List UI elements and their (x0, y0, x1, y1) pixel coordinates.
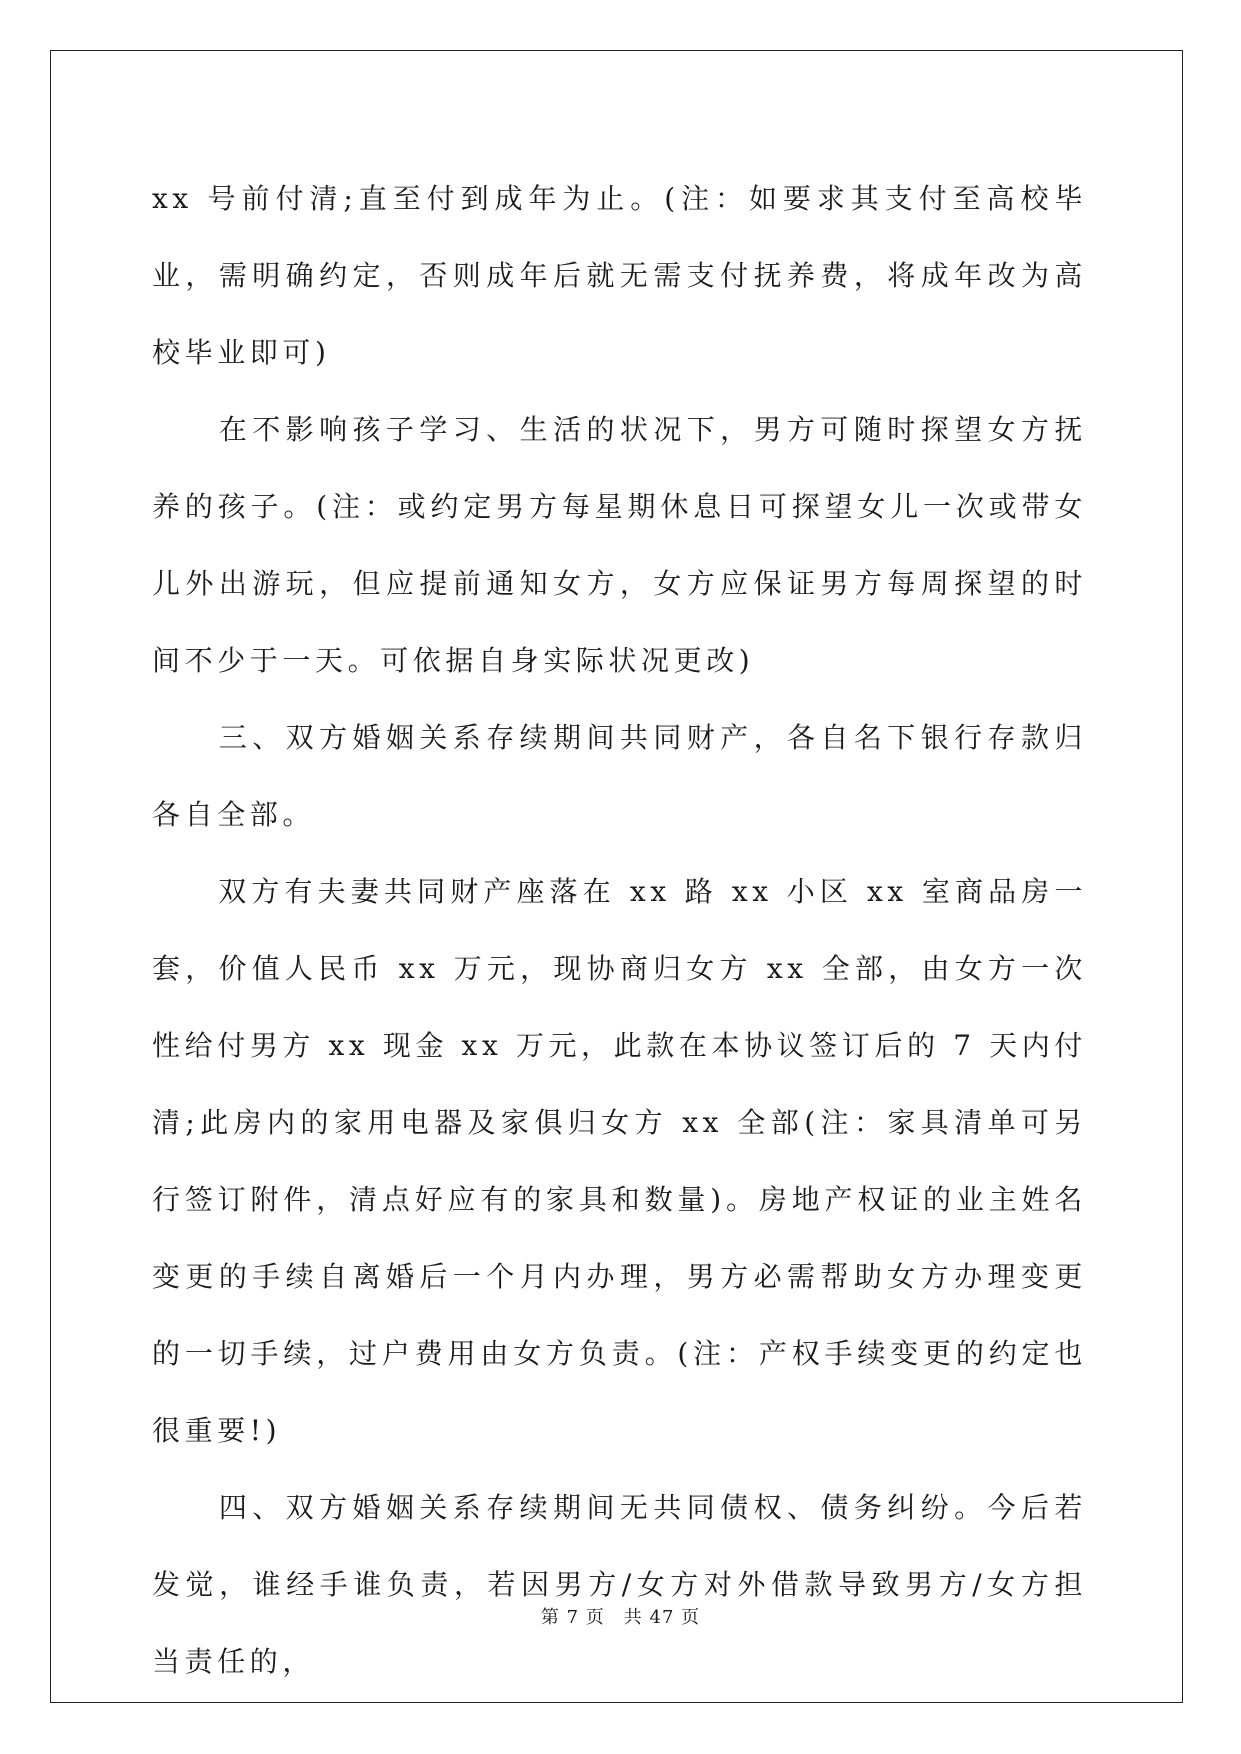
paragraph: 在不影响孩子学习、生活的状况下，男方可随时探望女方抚养的孩子。(注：或约定男方每星期休息日可探望女儿一次或带女儿外出游玩，但应提前通知女方，女方应保证男方每周探望的时间不少于一天。可依据自身实际状况更改) (152, 413, 1087, 677)
document-body (152, 160, 1087, 1700)
paragraph: 四、双方婚姻关系存续期间无共同债权、债务纠纷。今后若发觉，谁经手谁负责，若因男方/女方对外借款导致男方/女方担当责任的， (152, 1491, 1087, 1678)
paragraph: xx 号前付清;直至付到成年为止。(注：如要求其支付至高校毕业，需明确约定，否则成年后就无需支付抚养费，将成年改为高校毕业即可) (152, 182, 1087, 369)
paragraph: 双方有夫妻共同财产座落在 xx 路 xx 小区 xx 室商品房一套，价值人民币 xx 万元，现协商归女方 xx 全部，由女方一次性给付男方 xx 现金 xx 万元，此款在本协议签订后的 7 天内付清;此房内的家用电器及家俱归女方 xx 全部(注：家具清单可另行签订附件，清点好应有的家具和数量)。房地产权证的业主姓名变更的手续自离婚后一个月内办理，男方必需帮助女方办理变更的一切手续，过户费用由女方负责。(注：产权手续变更的约定也很重要!) (152, 875, 1087, 1447)
paragraph: 三、双方婚姻关系存续期间共同财产，各自名下银行存款归各自全部。 (152, 721, 1087, 831)
page-number-footer: 第 7 页 共 47 页 (540, 1607, 701, 1628)
